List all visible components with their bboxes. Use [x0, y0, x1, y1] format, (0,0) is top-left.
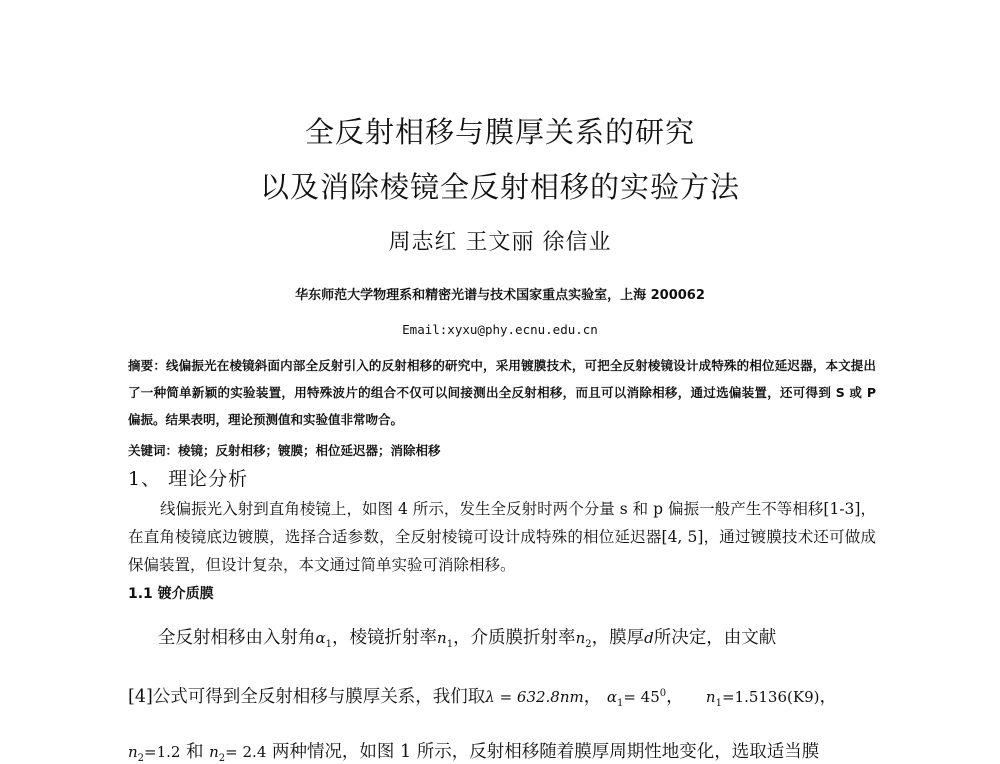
- section-paragraph-text: 线偏振光入射到直角棱镜上，如图 4 所示，发生全反射时两个分量 s 和 p 偏振一般产生不等相移[1-3]，在直角棱镜底边镀膜，选择合适参数，全反射棱镜可设计成特殊的相位延迟器[4, 5]，通过镀膜技术还可做成保偏装置，但设计复杂，本文通过简单实验可消除相移。: [128, 500, 876, 574]
- n1-eq: =1.5136(K9): [721, 688, 820, 706]
- text-span: ，: [819, 687, 837, 707]
- text-span: 全反射相移由入射角: [158, 628, 316, 648]
- text-span: [4]公式可得到全反射相移与膜厚关系，我们取: [128, 687, 486, 707]
- lambda-value: λ = 632.8nm: [485, 688, 584, 706]
- section-heading: 1、 理论分析: [128, 468, 249, 490]
- n2-eq-a: =1.2: [144, 743, 181, 761]
- body-line-2: [128, 683, 876, 709]
- title-line-2: 以及消除棱镜全反射相移的实验方法: [259, 170, 740, 204]
- n2-symbol: $n_2$: [575, 629, 592, 650]
- alpha-symbol: $\alpha_1$: [315, 629, 333, 650]
- text-span: ，: [583, 687, 602, 707]
- body-line-1: [158, 624, 876, 650]
- text-span: 两种情况，如图 1 所示，反射相移随着膜厚周期性地变化，选取适当膜: [266, 742, 820, 762]
- keywords: 关键词：棱镜；反射相移；镀膜；相位延迟器；消除相移: [128, 443, 441, 458]
- text-span: 所决定，由文献: [653, 628, 777, 648]
- text-span: ，介质膜折射率: [453, 628, 576, 648]
- alpha-value: $\alpha_1$: [606, 688, 624, 709]
- text-span: 和: [180, 742, 210, 762]
- body-line-3: [128, 738, 876, 764]
- n1-value: $n_1$: [705, 688, 722, 709]
- alpha-eq: = $45^0$: [623, 688, 667, 706]
- email: Email:xyxu@phy.ecnu.edu.cn: [402, 322, 598, 337]
- d-symbol: d: [644, 629, 654, 647]
- authors: 周志红 王文丽 徐信业: [388, 230, 612, 255]
- text-span: ，膜厚: [591, 628, 645, 648]
- n1-symbol: $n_1$: [437, 629, 454, 650]
- title-line-1: 全反射相移与膜厚关系的研究: [304, 115, 695, 149]
- n2-value-b: $n_2$: [209, 743, 226, 764]
- n2-eq-b: = 2.4: [225, 743, 267, 761]
- section-paragraph: [128, 495, 876, 579]
- text-span: ，: [666, 687, 684, 707]
- affiliation: 华东师范大学物理系和精密光谱与技术国家重点实验室，上海 200062: [295, 288, 705, 303]
- subsection-heading: 1.1 镀介质膜: [128, 586, 214, 602]
- n2-value-a: $n_2$: [128, 743, 145, 764]
- text-span: ，棱镜折射率: [332, 628, 438, 648]
- abstract: 摘要：线偏振光在棱镜斜面内部全反射引入的反射相移的研究中，采用镀膜技术，可把全反射棱镜设计成特殊的相位延迟器，本文提出了一种简单新颖的实验装置，用特殊波片的组合不仅可以间接测出全反射相移，而且可以消除相移，通过选偏装置，还可得到 S 或 P 偏振。结果表明，理论预测值和实验值非常吻合。: [128, 358, 876, 427]
